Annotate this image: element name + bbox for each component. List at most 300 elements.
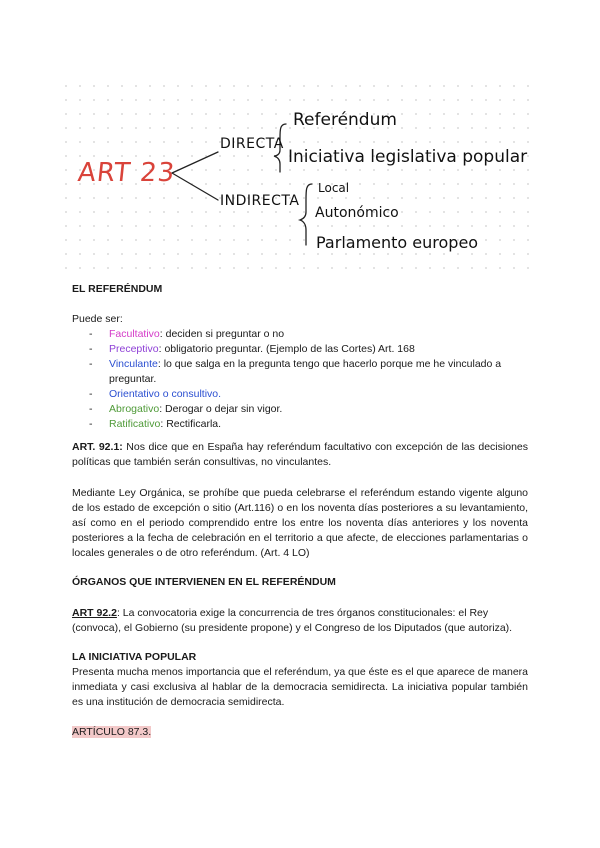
grid-dot [513, 197, 515, 199]
grid-dot [289, 113, 291, 115]
grid-dot [373, 267, 375, 269]
grid-dot [261, 127, 263, 129]
list-item-term: Preceptivo [109, 343, 159, 355]
grid-dot [121, 155, 123, 157]
grid-dot [219, 211, 221, 213]
grid-dot [429, 197, 431, 199]
grid-dot [247, 239, 249, 241]
grid-dot [163, 155, 165, 157]
grid-dot [513, 127, 515, 129]
grid-dot [93, 141, 95, 143]
grid-dot [65, 155, 67, 157]
list-item [89, 417, 528, 432]
grid-dot [219, 183, 221, 185]
grid-dot [443, 99, 445, 101]
grid-dot [387, 169, 389, 171]
grid-dot [457, 253, 459, 255]
grid-dot [275, 211, 277, 213]
grid-dot [121, 99, 123, 101]
grid-dot [247, 99, 249, 101]
grid-dot [135, 197, 137, 199]
grid-dot [317, 99, 319, 101]
bracket-indirecta [300, 184, 312, 245]
grid-dot [261, 155, 263, 157]
grid-dot [457, 141, 459, 143]
grid-dot [485, 267, 487, 269]
grid-dot [289, 239, 291, 241]
grid-dot [373, 141, 375, 143]
art-92-1-label: ART. 92.1: [72, 441, 123, 453]
grid-dot [303, 169, 305, 171]
grid-dot [471, 99, 473, 101]
grid-dot [191, 267, 193, 269]
grid-dot [373, 85, 375, 87]
grid-dot [163, 85, 165, 87]
grid-dot [401, 267, 403, 269]
grid-dot [121, 267, 123, 269]
grid-dot [219, 99, 221, 101]
grid-dot [457, 211, 459, 213]
grid-dot [65, 113, 67, 115]
grid-dot [429, 267, 431, 269]
grid-dot [205, 169, 207, 171]
grid-dot [513, 85, 515, 87]
grid-dot [233, 183, 235, 185]
grid-dot [261, 99, 263, 101]
grid-dot [401, 197, 403, 199]
grid-dot [527, 197, 529, 199]
grid-dot [485, 211, 487, 213]
grid-dot [233, 267, 235, 269]
grid-dot [149, 197, 151, 199]
grid-dot [387, 267, 389, 269]
list-item [89, 387, 528, 402]
grid-dot [471, 183, 473, 185]
grid-dot [65, 253, 67, 255]
grid-dot [93, 99, 95, 101]
list-item-term: Ratificativo [109, 418, 161, 430]
grid-dot [359, 253, 361, 255]
document-body [72, 282, 528, 740]
grid-dot [219, 113, 221, 115]
grid-dot [471, 113, 473, 115]
grid-dot [275, 169, 277, 171]
indirecta-label: INDIRECTA [220, 193, 300, 209]
grid-dot [149, 267, 151, 269]
grid-dot [247, 253, 249, 255]
grid-dot [317, 85, 319, 87]
grid-dot [359, 225, 361, 227]
grid-dot [289, 211, 291, 213]
grid-dot [317, 225, 319, 227]
grid-dot [513, 183, 515, 185]
grid-dot [415, 183, 417, 185]
grid-dot [345, 267, 347, 269]
grid-dot [275, 183, 277, 185]
referendum-label: Referéndum [293, 110, 397, 130]
grid-dot [93, 113, 95, 115]
grid-dot [135, 267, 137, 269]
grid-dot [135, 85, 137, 87]
grid-dot [373, 253, 375, 255]
referendum-types-list [72, 327, 528, 432]
grid-dot [499, 253, 501, 255]
articulo-87-3 [72, 725, 528, 740]
iniciativa-label: Iniciativa legislativa popular [288, 147, 528, 167]
grid-dot [177, 197, 179, 199]
grid-dot [471, 225, 473, 227]
grid-dot [177, 225, 179, 227]
grid-dot [121, 239, 123, 241]
grid-dot [303, 183, 305, 185]
grid-dot [457, 183, 459, 185]
grid-dot [177, 183, 179, 185]
grid-dot [191, 239, 193, 241]
list-item-term: Abrogativo [109, 403, 160, 415]
grid-dot [401, 225, 403, 227]
grid-dot [387, 141, 389, 143]
grid-dot [65, 85, 67, 87]
grid-dot [65, 127, 67, 129]
grid-dot [303, 85, 305, 87]
grid-dot [401, 141, 403, 143]
grid-dot [289, 183, 291, 185]
grid-dot [107, 267, 109, 269]
grid-dot [163, 253, 165, 255]
grid-dot [499, 211, 501, 213]
grid-dot [345, 169, 347, 171]
grid-dot [429, 85, 431, 87]
grid-dot [163, 141, 165, 143]
grid-dot [205, 225, 207, 227]
grid-dot [65, 183, 67, 185]
grid-dot [135, 253, 137, 255]
grid-dot [513, 225, 515, 227]
grid-dot [457, 225, 459, 227]
grid-dot [261, 253, 263, 255]
list-item-text: : lo que salga en la pregunta tengo que hacerlo porque me he vinculado a preguntar. [109, 358, 502, 385]
grid-dot [303, 225, 305, 227]
grid-dot [289, 267, 291, 269]
grid-dot [65, 239, 67, 241]
grid-dot [149, 85, 151, 87]
art-92-1-paragraph [72, 440, 528, 470]
grid-dot [65, 211, 67, 213]
grid-dot [177, 267, 179, 269]
grid-dot [261, 85, 263, 87]
grid-dot [93, 155, 95, 157]
grid-dot [429, 169, 431, 171]
grid-dot [79, 155, 81, 157]
list-item-term: Orientativo o consultivo. [109, 388, 222, 400]
grid-dot [401, 113, 403, 115]
grid-dot [387, 225, 389, 227]
grid-dot [107, 113, 109, 115]
grid-dot [191, 85, 193, 87]
grid-dot [289, 225, 291, 227]
grid-dot [163, 197, 165, 199]
grid-dot [443, 127, 445, 129]
grid-dot [513, 239, 515, 241]
grid-dot [79, 85, 81, 87]
grid-dot [261, 211, 263, 213]
grid-dot [93, 239, 95, 241]
grid-dot [303, 253, 305, 255]
grid-dot [205, 211, 207, 213]
grid-dot [415, 85, 417, 87]
grid-dot [485, 253, 487, 255]
grid-dot [457, 197, 459, 199]
grid-dot [107, 197, 109, 199]
art-23-label: ART 23 [76, 158, 177, 188]
grid-dot [443, 211, 445, 213]
grid-dot [499, 183, 501, 185]
grid-dot [443, 85, 445, 87]
grid-dot [373, 183, 375, 185]
grid-dot [233, 155, 235, 157]
grid-dot [471, 127, 473, 129]
grid-dot [247, 183, 249, 185]
grid-dot [191, 155, 193, 157]
grid-dot [219, 127, 221, 129]
grid-dot [149, 113, 151, 115]
grid-dot [177, 211, 179, 213]
grid-dot [177, 239, 179, 241]
grid-dot [359, 169, 361, 171]
grid-dot [429, 113, 431, 115]
grid-dot [471, 253, 473, 255]
grid-dot [415, 169, 417, 171]
grid-dot [513, 99, 515, 101]
grid-dot [261, 169, 263, 171]
grid-dot [303, 197, 305, 199]
grid-dot [303, 267, 305, 269]
grid-dot [331, 267, 333, 269]
grid-dot [345, 141, 347, 143]
iniciativa-paragraph: Presenta mucha menos importancia que el referéndum, ya que éste es el que aparece de manera inmediata y casi exclusiva al hablar de la democracia semidirecta. La iniciativa popular también es una institución de democracia semidirecta. [72, 666, 528, 708]
grid-dot [415, 99, 417, 101]
grid-dot [233, 239, 235, 241]
grid-dot [121, 211, 123, 213]
grid-dot [527, 183, 529, 185]
grid-dot [485, 169, 487, 171]
grid-dot [499, 99, 501, 101]
grid-dot [499, 141, 501, 143]
grid-dot [373, 197, 375, 199]
grid-dot [205, 197, 207, 199]
grid-dot [275, 113, 277, 115]
grid-dot [429, 127, 431, 129]
art-92-1-text: Nos dice que en España hay referéndum facultativo con excepción de las decisiones políticas que también serán consultivas, no vinculantes. [72, 441, 528, 468]
grid-dot [205, 239, 207, 241]
list-item-text: : obligatorio preguntar. (Ejemplo de las Cortes) Art. 168 [158, 343, 415, 355]
grid-dot [415, 267, 417, 269]
intro-text: Puede ser: [72, 313, 123, 325]
grid-dot [457, 169, 459, 171]
grid-dot [303, 239, 305, 241]
grid-dot [429, 253, 431, 255]
grid-dot [317, 253, 319, 255]
grid-dot [373, 169, 375, 171]
grid-dot [205, 267, 207, 269]
grid-dot [527, 127, 529, 129]
grid-dot [219, 225, 221, 227]
section-title-referendum: EL REFERÉNDUM [72, 283, 163, 295]
list-item [89, 357, 528, 387]
highlighted-article: ARTÍCULO 87.3. [72, 726, 152, 738]
grid-dot [233, 113, 235, 115]
grid-dot [275, 239, 277, 241]
grid-dot [443, 141, 445, 143]
grid-dot [275, 99, 277, 101]
grid-dot [457, 267, 459, 269]
grid-dot [233, 253, 235, 255]
section-title-organos: ÓRGANOS QUE INTERVIENEN EN EL REFERÉNDUM [72, 576, 336, 588]
grid-dot [219, 169, 221, 171]
grid-dot [345, 85, 347, 87]
grid-dot [191, 253, 193, 255]
grid-dot [457, 127, 459, 129]
grid-dot [135, 141, 137, 143]
grid-dot [275, 85, 277, 87]
line-to-directa [172, 152, 218, 173]
grid-dot [471, 169, 473, 171]
grid-dot [401, 85, 403, 87]
grid-dot [261, 183, 263, 185]
grid-dot [387, 253, 389, 255]
list-item [89, 327, 528, 342]
grid-dot [233, 85, 235, 87]
grid-dot [233, 99, 235, 101]
grid-dot [387, 85, 389, 87]
grid-dot [485, 183, 487, 185]
grid-dot [163, 225, 165, 227]
list-item-term: Facultativo [109, 328, 160, 340]
grid-dot [443, 197, 445, 199]
list-item [89, 402, 528, 417]
grid-dot [163, 113, 165, 115]
grid-dot [107, 99, 109, 101]
grid-dot [233, 225, 235, 227]
grid-dot [149, 155, 151, 157]
grid-dot [93, 85, 95, 87]
grid-dot [177, 155, 179, 157]
grid-dot [121, 141, 123, 143]
grid-dot [65, 225, 67, 227]
grid-dot [107, 141, 109, 143]
grid-dot [485, 141, 487, 143]
grid-dot [135, 239, 137, 241]
grid-dot [191, 197, 193, 199]
grid-dot [457, 99, 459, 101]
grid-dot [303, 99, 305, 101]
grid-dot [513, 267, 515, 269]
grid-dot [205, 99, 207, 101]
grid-dot [485, 127, 487, 129]
grid-dot [429, 225, 431, 227]
grid-dot [205, 113, 207, 115]
grid-dot [261, 113, 263, 115]
grid-dot [499, 169, 501, 171]
grid-dot [429, 99, 431, 101]
grid-dot [345, 225, 347, 227]
grid-dot [303, 141, 305, 143]
grid-dot [205, 183, 207, 185]
grid-dot [359, 99, 361, 101]
grid-dot [499, 85, 501, 87]
grid-dot [429, 141, 431, 143]
grid-dot [65, 141, 67, 143]
grid-dot [247, 113, 249, 115]
grid-dot [345, 99, 347, 101]
grid-dot [107, 239, 109, 241]
grid-dot [373, 99, 375, 101]
grid-dot [93, 211, 95, 213]
grid-dot [373, 225, 375, 227]
grid-dot [219, 239, 221, 241]
grid-dot [275, 267, 277, 269]
grid-dot [149, 239, 151, 241]
grid-dot [177, 113, 179, 115]
grid-dot [527, 169, 529, 171]
grid-dot [233, 169, 235, 171]
grid-dot [527, 113, 529, 115]
grid-dot [499, 239, 501, 241]
grid-dot [527, 155, 529, 157]
grid-dot [401, 169, 403, 171]
grid-dot [163, 99, 165, 101]
art-92-2-label: ART 92.2 [72, 607, 117, 619]
grid-dot [289, 127, 291, 129]
list-item-text: : Rectificarla. [160, 418, 222, 430]
grid-dot [261, 267, 263, 269]
grid-dot [485, 225, 487, 227]
grid-dot [65, 169, 67, 171]
grid-dot [527, 267, 529, 269]
grid-dot [121, 85, 123, 87]
grid-dot [233, 211, 235, 213]
grid-dot [331, 197, 333, 199]
grid-dot [79, 253, 81, 255]
grid-dot [149, 127, 151, 129]
grid-dot [121, 225, 123, 227]
grid-dot [107, 253, 109, 255]
grid-dot [191, 225, 193, 227]
grid-dot [149, 99, 151, 101]
grid-dot [443, 225, 445, 227]
grid-dot [303, 211, 305, 213]
grid-dot [401, 99, 403, 101]
grid-dot [527, 225, 529, 227]
grid-dot [247, 225, 249, 227]
grid-dot [429, 183, 431, 185]
grid-dot [443, 183, 445, 185]
grid-dot [443, 169, 445, 171]
grid-dot [177, 141, 179, 143]
grid-dot [457, 85, 459, 87]
grid-dot [79, 99, 81, 101]
grid-dot [247, 155, 249, 157]
list-item [89, 342, 528, 357]
grid-dot [107, 155, 109, 157]
grid-dot [261, 239, 263, 241]
grid-dot [177, 99, 179, 101]
grid-dot [387, 197, 389, 199]
grid-dot [135, 211, 137, 213]
grid-dot [401, 183, 403, 185]
grid-dot [191, 211, 193, 213]
grid-dot [443, 267, 445, 269]
